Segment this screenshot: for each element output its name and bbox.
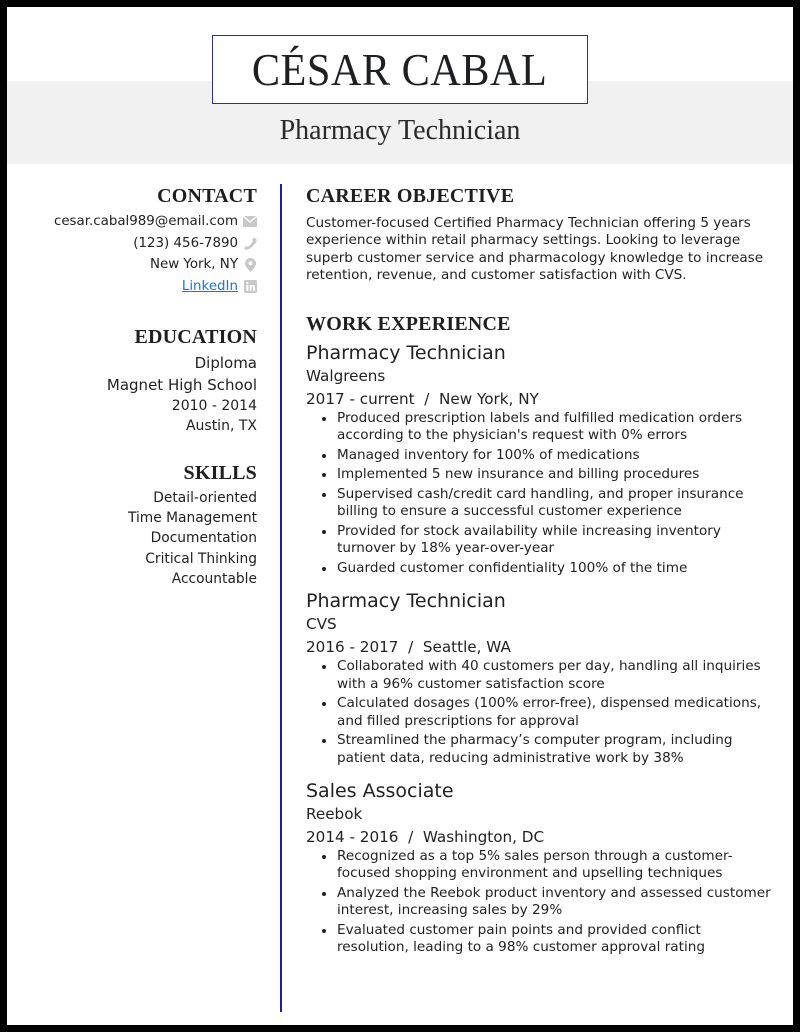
objective-heading: CAREER OBJECTIVE — [306, 185, 515, 207]
job-company: Reebok — [306, 804, 363, 823]
bullet-item: Provided for stock availability while increasing inventory turnover by 18% year-over-year — [320, 523, 776, 558]
education-degree: Diploma — [194, 354, 257, 372]
experience-section — [306, 312, 776, 957]
education-school: Magnet High School — [106, 376, 257, 394]
job-entry — [306, 779, 776, 957]
bullet-item: Produced prescription labels and fulfilled medication orders according to the physician's request with 0% errors — [320, 410, 776, 445]
job-entry — [306, 589, 776, 767]
phone-icon — [243, 236, 257, 250]
skill-item: Accountable — [171, 570, 257, 587]
skill-item: Detail-oriented — [153, 490, 257, 506]
email-text: cesar.cabal989@email.com — [53, 214, 238, 229]
job-dates-location: 2016 - 2017 / Seattle, WA — [306, 638, 511, 657]
education-years: 2010 - 2014 — [171, 398, 257, 414]
skill-item: Time Management — [127, 510, 257, 527]
job-bullets — [320, 410, 776, 578]
contact-email — [7, 211, 257, 233]
contact-location — [7, 254, 257, 276]
education-heading: EDUCATION — [134, 326, 257, 348]
contact-phone — [7, 233, 257, 255]
bullet-item: Analyzed the Reebok product inventory and assessed customer interest, increasing sales by 29% — [320, 885, 776, 920]
job-title: Sales Associate — [306, 779, 454, 802]
linkedin-link[interactable]: LinkedIn — [181, 278, 238, 294]
contact-linkedin — [7, 276, 257, 298]
bullet-item: Evaluated customer pain points and provided conflict resolution, leading to a 98% customer approval rating — [320, 922, 776, 957]
education-location: Austin, TX — [185, 418, 257, 434]
bullet-item: Collaborated with 40 customers per day, handling all inquiries with a 96% customer satisfaction score — [320, 658, 776, 693]
bullet-item: Implemented 5 new insurance and billing procedures — [320, 466, 776, 483]
skill-item: Critical Thinking — [145, 550, 257, 567]
candidate-title: Pharmacy Technician — [279, 115, 521, 146]
name-box — [212, 35, 588, 104]
contact-section — [7, 184, 257, 297]
left-column — [7, 184, 257, 609]
candidate-name: CÉSAR CABAL — [252, 43, 548, 95]
objective-section — [306, 184, 776, 285]
job-title: Pharmacy Technician — [306, 341, 506, 364]
phone-text: (123) 456-7890 — [133, 235, 238, 251]
job-dates-location: 2017 - current / New York, NY — [306, 389, 539, 408]
job-company: CVS — [306, 615, 337, 634]
job-company: Walgreens — [306, 366, 386, 385]
bullet-item: Recognized as a top 5% sales person through a customer-focused shopping environment and upselling techniques — [320, 848, 776, 883]
bullet-item: Streamlined the pharmacy’s computer program, including patient data, reducing administrative work by 38% — [320, 732, 776, 767]
skills-heading: SKILLS — [183, 462, 257, 484]
job-dates-location: 2014 - 2016 / Washington, DC — [306, 827, 545, 846]
column-divider — [280, 184, 282, 1012]
experience-heading: WORK EXPERIENCE — [306, 312, 511, 335]
skill-item: Documentation — [150, 530, 257, 547]
job-bullets — [320, 848, 776, 957]
bullet-item: Calculated dosages (100% error-free), dispensed medications, and filled prescriptions for approval — [320, 695, 776, 730]
bullet-item: Guarded customer confidentiality 100% of the time — [320, 560, 776, 577]
location-text: New York, NY — [149, 257, 238, 272]
bullet-item: Supervised cash/credit card handling, and proper insurance billing to ensure a successful customer experience — [320, 486, 776, 521]
resume-page — [7, 7, 793, 1025]
objective-text: Customer-focused Certified Pharmacy Technician offering 5 years experience within retail pharmacy settings. Looking to leverage superb customer service and pharmacology knowledge to increase retention, revenue, and customer satisfaction with CVS. — [306, 215, 764, 284]
linkedin-icon[interactable] — [243, 279, 257, 293]
education-section — [7, 325, 257, 436]
location-pin-icon — [243, 258, 257, 272]
bullet-item: Managed inventory for 100% of medications — [320, 447, 776, 464]
skills-section — [7, 461, 257, 589]
contact-heading: CONTACT — [157, 185, 257, 207]
job-bullets — [320, 658, 776, 767]
right-column — [306, 184, 776, 968]
envelope-icon — [243, 215, 257, 229]
job-title: Pharmacy Technician — [306, 590, 506, 613]
job-entry — [306, 341, 776, 578]
